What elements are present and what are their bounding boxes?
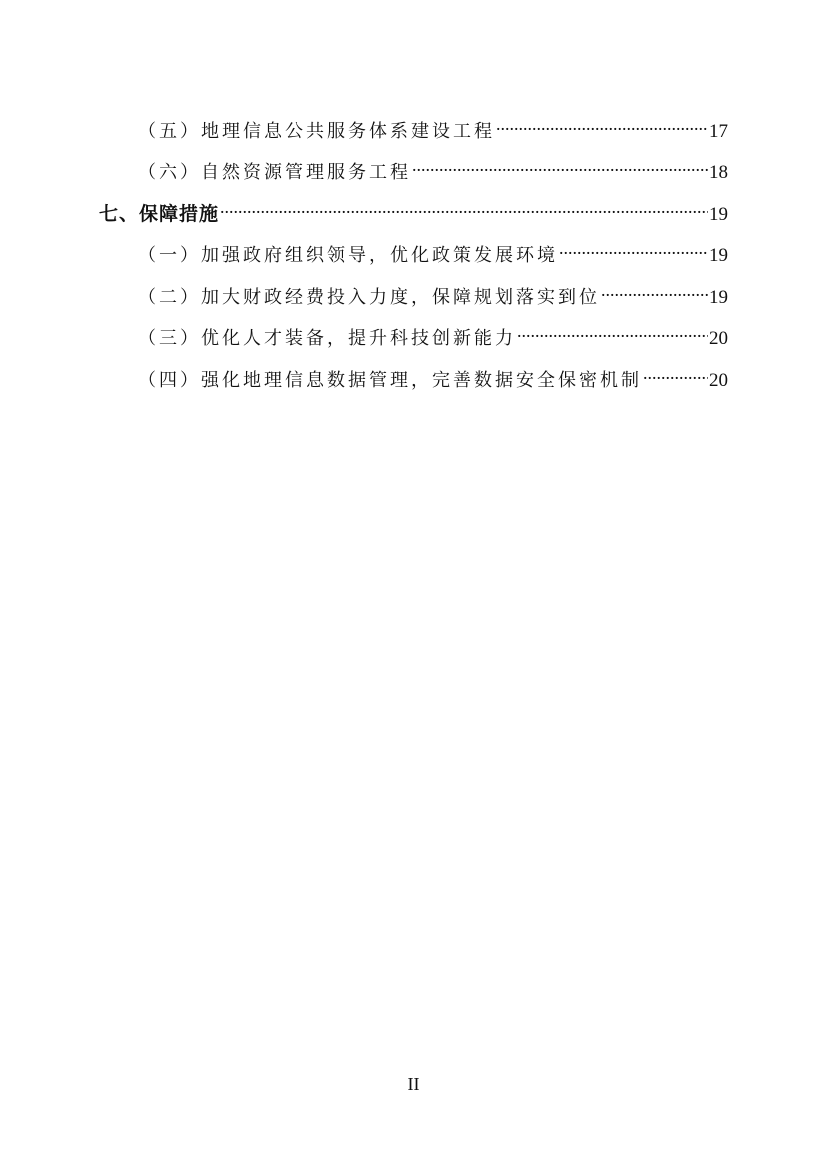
toc-entry-page: 19 (709, 204, 728, 225)
toc-entry-measure-4[interactable] (138, 360, 728, 391)
toc-entry-page: 19 (709, 287, 728, 308)
toc-entry-page: 17 (709, 121, 728, 142)
toc-dot-leader (517, 318, 708, 344)
toc-entry-measure-2[interactable] (138, 277, 728, 308)
toc-entry-page: 20 (709, 328, 728, 349)
toc-dot-leader (412, 152, 708, 178)
toc-entry-title: （三）优化人才装备，提升科技创新能力 (138, 328, 516, 349)
toc-dot-leader (643, 360, 708, 386)
toc-entry-engineering-5[interactable] (138, 111, 728, 142)
toc-entry-measure-3[interactable] (138, 318, 728, 349)
toc-entry-title: （六）自然资源管理服务工程 (138, 162, 411, 183)
toc-dot-leader (496, 111, 708, 137)
toc-entry-title: （一）加强政府组织领导，优化政策发展环境 (138, 245, 558, 266)
toc-entry-page: 18 (709, 162, 728, 183)
page-number: II (407, 1074, 420, 1094)
toc-entry-title: （五）地理信息公共服务体系建设工程 (138, 121, 495, 142)
toc-entry-engineering-6[interactable] (138, 152, 728, 183)
toc-entry-title: 七、保障措施 (99, 203, 220, 225)
toc-entry-title: （四）强化地理信息数据管理，完善数据安全保密机制 (138, 370, 642, 391)
toc-entry-chapter-7[interactable] (99, 194, 728, 225)
toc-entry-measure-1[interactable] (138, 235, 728, 266)
toc-dot-leader (601, 277, 708, 303)
toc-entry-page: 19 (709, 245, 728, 266)
toc-entry-title: （二）加大财政经费投入力度，保障规划落实到位 (138, 287, 600, 308)
toc-entry-page: 20 (709, 370, 728, 391)
toc-dot-leader (220, 194, 708, 220)
toc-dot-leader (559, 235, 708, 261)
